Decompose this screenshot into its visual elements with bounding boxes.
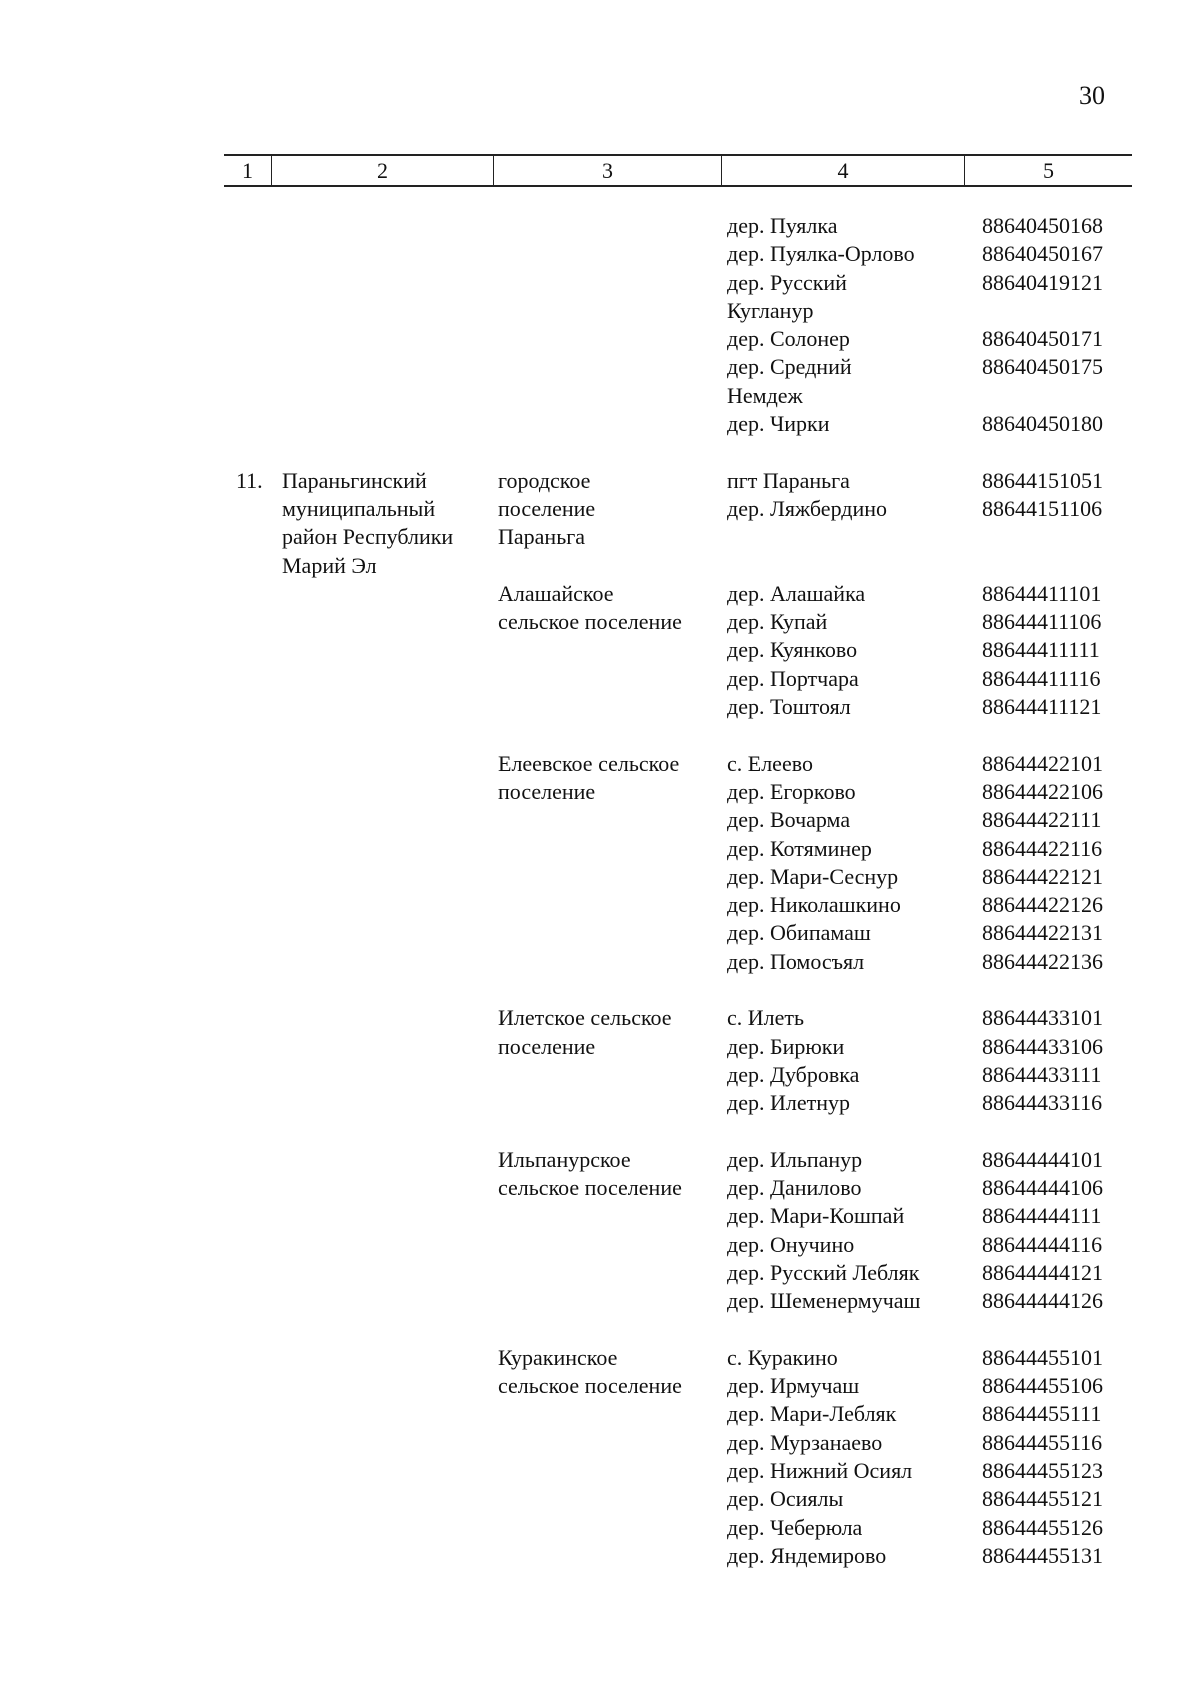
settlement-name-line: Елеевское сельское (498, 750, 680, 776)
table-row (0, 1146, 1200, 1174)
continuation-block (0, 212, 1200, 438)
district-number: 11. (236, 467, 263, 493)
settlement-name-line: городское (498, 467, 591, 493)
settlement-block (0, 1146, 1200, 1316)
location-name: дер. Чирки (727, 411, 830, 437)
location-code: 88644433116 (982, 1090, 1103, 1116)
settlement-name-line: Илетское сельское (498, 1005, 672, 1031)
table-row (0, 269, 1200, 326)
location-name: дер. Мурзанаево (727, 1429, 883, 1455)
location-code: 88644444126 (982, 1288, 1103, 1314)
location-name: дер. Пуялка (727, 213, 838, 238)
location-name: дер. Илетнур (727, 1090, 850, 1116)
settlement-name-line: поселение (498, 495, 596, 521)
location-name: дер. Чеберюла (727, 1514, 863, 1540)
location-code: 88644444111 (982, 1203, 1102, 1229)
table-row (0, 1400, 1200, 1428)
table-row (0, 863, 1200, 891)
location-code: 88644455106 (982, 1373, 1103, 1399)
table-row (0, 1033, 1200, 1061)
location-code: 88644422101 (982, 750, 1103, 776)
page-number: 30 (1079, 81, 1105, 110)
table-row (0, 1202, 1200, 1230)
table-row (0, 665, 1200, 693)
location-name: дер. Обипамаш (727, 920, 871, 946)
location-name: дер. Портчара (727, 665, 859, 691)
header-col-4: 4 (721, 156, 964, 185)
location-code: 88640419121 (982, 269, 1103, 295)
table-body (0, 212, 1200, 1570)
district-name-line: муниципальный (282, 495, 436, 521)
location-name: дер. Мари-Сеснур (727, 863, 899, 889)
location-name: дер. Вочарма (727, 807, 851, 833)
table-row (0, 835, 1200, 863)
district-name-line: Параньгинский (282, 467, 427, 493)
location-code: 88644422131 (982, 920, 1103, 946)
location-code: 88644422106 (982, 778, 1103, 804)
location-code: 88644455116 (982, 1429, 1103, 1455)
table-header (224, 154, 1132, 187)
district-name-line: Марий Эл (282, 552, 377, 578)
table-row (0, 1089, 1200, 1117)
location-code: 88640450167 (982, 241, 1103, 267)
location-name: дер. Мари-Лебляк (727, 1401, 897, 1427)
table-row (0, 467, 1200, 495)
table-row (0, 1514, 1200, 1542)
location-name: дер. Данилово (727, 1175, 862, 1201)
location-code: 88640450168 (982, 213, 1103, 238)
location-name: дер. Котяминер (727, 835, 872, 861)
location-code: 88644455101 (982, 1344, 1103, 1370)
table-row (0, 891, 1200, 919)
location-name: дер. Тоштоял (727, 694, 851, 720)
table-row (0, 608, 1200, 636)
settlement-block (0, 1004, 1200, 1117)
location-name: пгт Параньга (727, 467, 850, 493)
location-name: дер. Шеменермучаш (727, 1288, 921, 1314)
location-code: 88644422121 (982, 863, 1103, 889)
location-code: 88644455121 (982, 1486, 1103, 1512)
location-code: 88644455111 (982, 1401, 1102, 1427)
location-name: дер. Ирмучаш (727, 1373, 860, 1399)
location-name: с. Елеево (727, 750, 813, 776)
settlement-name-line: Куракинское (498, 1344, 618, 1370)
table-row (0, 778, 1200, 806)
header-col-3: 3 (493, 156, 721, 185)
table-row (0, 1485, 1200, 1513)
location-name: дер. Ильпанур (727, 1146, 863, 1172)
settlement-name-line: поселение (498, 778, 596, 804)
location-code: 88644411116 (982, 665, 1101, 691)
location-code: 88644411121 (982, 694, 1102, 720)
location-code: 88644411111 (982, 637, 1100, 663)
settlement-block (0, 1344, 1200, 1570)
table-row (0, 240, 1200, 268)
table-row (0, 1457, 1200, 1485)
location-name: дер. Алашайка (727, 580, 866, 606)
settlement-name-line: Ильпанурское (498, 1146, 631, 1172)
location-code: 88644455131 (982, 1542, 1103, 1568)
location-name: дер. Дубровка (727, 1061, 860, 1087)
location-name: дер. Нижний Осиял (727, 1458, 913, 1484)
location-name: дер. Яндемирово (727, 1542, 887, 1568)
table-row (0, 1174, 1200, 1202)
settlement-name-line: Параньга (498, 524, 586, 550)
table-row (0, 212, 1200, 240)
table-row (0, 693, 1200, 721)
location-code: 88644455126 (982, 1514, 1103, 1540)
location-code: 88644455123 (982, 1458, 1103, 1484)
table-row (0, 1344, 1200, 1372)
location-name: дер. Николашкино (727, 892, 901, 918)
location-code: 88644422116 (982, 835, 1103, 861)
table-row (0, 948, 1200, 976)
table-row (0, 495, 1200, 523)
location-code: 88644422136 (982, 948, 1103, 974)
table-row (0, 1287, 1200, 1315)
table-row (0, 806, 1200, 834)
table-row (0, 1372, 1200, 1400)
location-code: 88644444106 (982, 1175, 1103, 1201)
location-code: 88644444121 (982, 1259, 1103, 1285)
table-row (0, 1429, 1200, 1457)
district-name-line: район Республики (282, 524, 454, 550)
location-name: дер. Помосъял (727, 948, 865, 974)
header-col-5: 5 (964, 156, 1132, 185)
location-name: дер. Ляжбердино (727, 495, 888, 521)
location-code: 88644422111 (982, 807, 1102, 833)
table-row (0, 580, 1200, 608)
table-row (0, 1004, 1200, 1032)
table-row (0, 353, 1200, 410)
location-name: дер. Егорково (727, 778, 856, 804)
settlement-block (0, 467, 1200, 580)
table-row (0, 1061, 1200, 1089)
location-name: дер. Бирюки (727, 1033, 845, 1059)
settlement-name-line: поселение (498, 1033, 596, 1059)
table-row (0, 1259, 1200, 1287)
location-code: 88644433106 (982, 1033, 1103, 1059)
location-name: дер. Осиялы (727, 1486, 844, 1512)
location-code: 88644422126 (982, 892, 1103, 918)
location-code: 88644411106 (982, 609, 1102, 635)
location-name: с. Куракино (727, 1344, 838, 1370)
table-row (0, 410, 1200, 438)
settlement-name-line: сельское поселение (498, 1175, 682, 1201)
location-code: 88640450175 (982, 354, 1103, 380)
location-name: дер. Средний Немдеж (727, 354, 852, 408)
location-code: 88644444101 (982, 1146, 1103, 1172)
header-col-1: 1 (242, 158, 253, 183)
location-name: дер. Пуялка-Орлово (727, 241, 915, 267)
location-code: 88644151106 (982, 495, 1103, 521)
location-code: 88640450180 (982, 411, 1103, 437)
location-name: с. Илеть (727, 1005, 805, 1031)
location-name: дер. Русский Кугланур (727, 269, 847, 323)
table-row (0, 325, 1200, 353)
settlement-name-line: сельское поселение (498, 609, 682, 635)
location-code: 88644411101 (982, 580, 1102, 606)
location-code: 88644433111 (982, 1061, 1102, 1087)
location-name: дер. Русский Лебляк (727, 1259, 920, 1285)
header-col-2: 2 (271, 156, 493, 185)
table-row (0, 636, 1200, 664)
table-row (0, 1231, 1200, 1259)
location-name: дер. Куянково (727, 637, 858, 663)
table-row (0, 1542, 1200, 1570)
location-name: дер. Купай (727, 609, 828, 635)
settlement-name-line: сельское поселение (498, 1373, 682, 1399)
location-code: 88644444116 (982, 1231, 1103, 1257)
location-code: 88640450171 (982, 326, 1103, 352)
settlement-block (0, 750, 1200, 976)
table-row (0, 750, 1200, 778)
location-name: дер. Солонер (727, 326, 850, 352)
location-code: 88644433101 (982, 1005, 1103, 1031)
settlement-name-line: Алашайское (498, 580, 614, 606)
location-name: дер. Мари-Кошпай (727, 1203, 905, 1229)
table-row (0, 919, 1200, 947)
settlement-block (0, 580, 1200, 721)
location-code: 88644151051 (982, 467, 1103, 493)
district-block (0, 467, 1200, 1571)
location-name: дер. Онучино (727, 1231, 855, 1257)
